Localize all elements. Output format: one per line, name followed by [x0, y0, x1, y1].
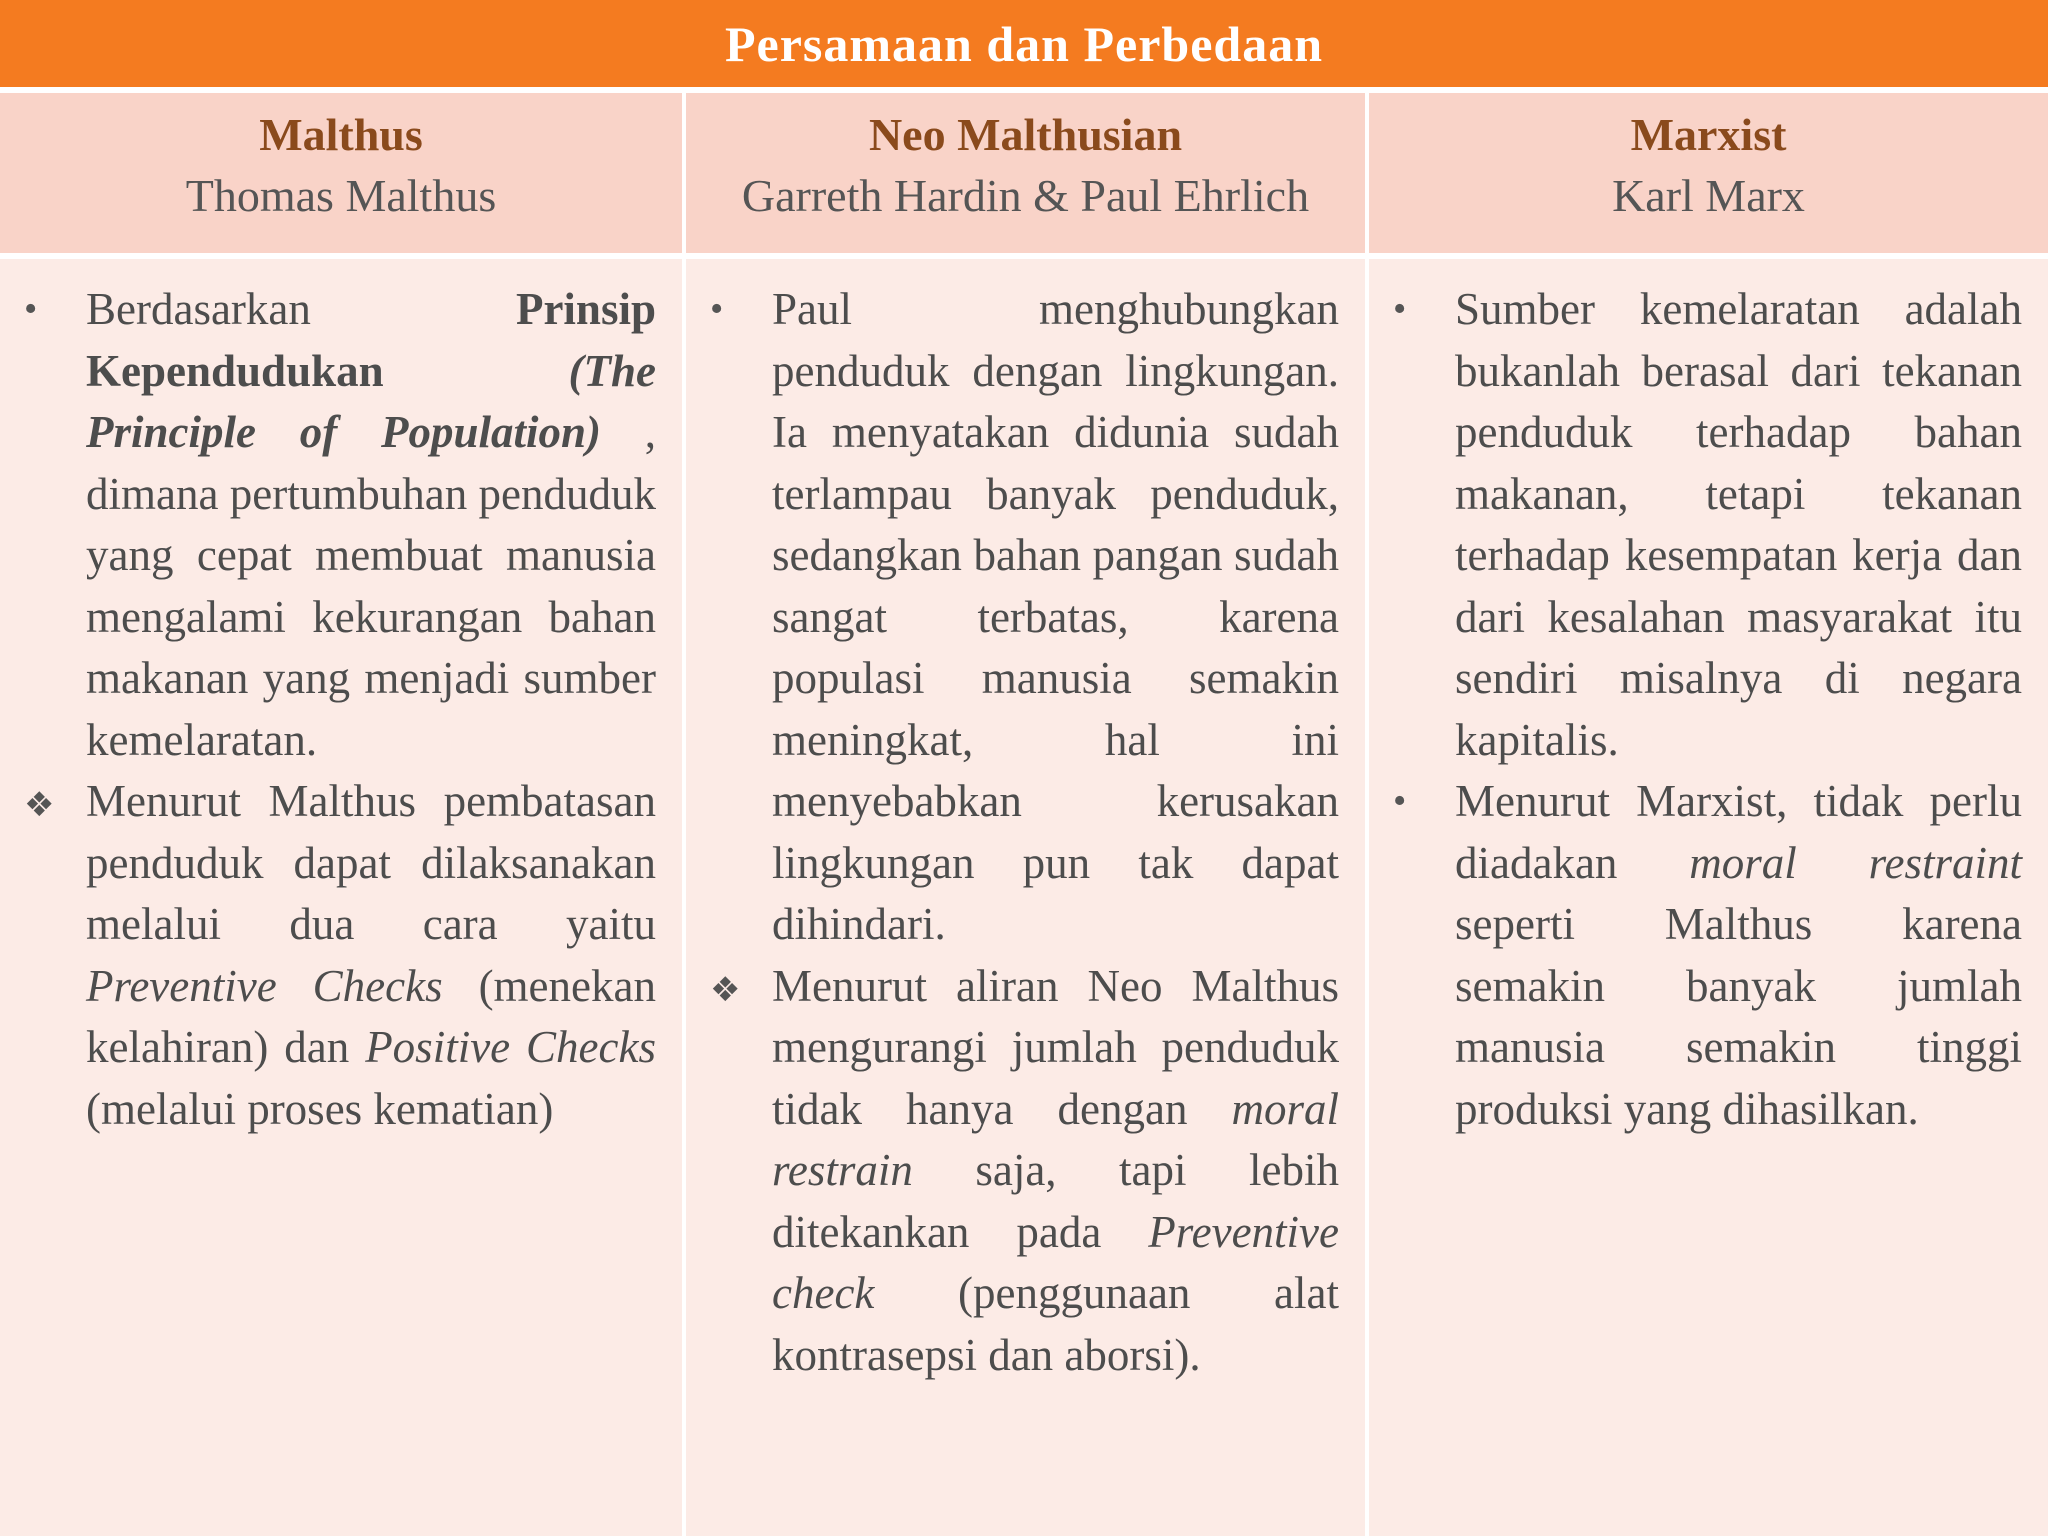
column-heading: Marxist — [1630, 109, 1787, 160]
column-header-marxist — [1369, 93, 2048, 253]
item-text: Berdasarkan — [86, 284, 516, 334]
item-text-italic: moral restraint — [1689, 837, 2022, 888]
item-text: , dimana pertumbuhan penduduk yang cepat membuat manusia mengalami kekurangan bahan makanan yang menjadi sumber kemelaratan. — [86, 407, 656, 765]
column-body-malthus — [0, 259, 682, 1536]
column-header-neo-malthusian — [686, 93, 1365, 253]
column-subheading: Thomas Malthus — [185, 170, 497, 221]
bullet-icon: • — [1393, 780, 1407, 822]
item-text-italic: Preventive Checks — [86, 960, 443, 1011]
bullet-icon: • — [710, 288, 724, 330]
column-body-marxist — [1369, 259, 2048, 1536]
diamond-bullet-icon: ❖ — [24, 785, 55, 825]
item-text: Paul menghubungkan penduduk dengan lingkungan. Ia menyatakan didunia sudah terlampau banyak penduduk, sedangkan bahan pangan sudah sangat terbatas, karena populasi manusia semakin meningkat, hal ini menyebabkan kerusakan lingkungan pun tak dapat dihindari. — [772, 284, 1339, 949]
list-item — [0, 771, 682, 1140]
item-text-italic: Preventive check — [772, 1206, 1339, 1318]
item-text: Menurut Marxist, tidak perlu diadakan — [1455, 776, 2022, 888]
list-item — [0, 279, 682, 771]
item-text: Menurut aliran Neo Malthus mengurangi jumlah penduduk tidak hanya dengan — [772, 960, 1339, 1134]
item-text: (menekan kelahiran) dan — [86, 960, 656, 1072]
diamond-bullet-icon: ❖ — [710, 969, 741, 1010]
list-item — [1369, 279, 2048, 771]
column-subheading: Garreth Hardin & Paul Ehrlich — [741, 170, 1310, 221]
item-text: Menurut Malthus pembatasan penduduk dapat dilaksanakan melalui dua cara yaitu — [86, 776, 656, 949]
column-subheading: Karl Marx — [1612, 170, 1805, 221]
item-text-italic: Positive Checks — [365, 1022, 656, 1072]
column-heading: Neo Malthusian — [868, 109, 1183, 160]
item-text-italic: moral restrain — [772, 1083, 1339, 1195]
item-text: saja, tapi lebih ditekankan pada — [772, 1145, 1339, 1257]
list-item — [1369, 771, 2048, 1140]
item-text: Sumber kemelaratan adalah bukanlah berasal dari tekanan penduduk terhadap bahan makanan, tetapi tekanan terhadap kesempatan kerja dan dari kesalahan masyarakat itu sendiri misalnya di negara kapitalis. — [1455, 284, 2022, 765]
bullet-icon: • — [1393, 288, 1407, 330]
item-text-bold-italic: (The Principle of Population) — [86, 345, 656, 457]
column-header-malthus — [0, 93, 682, 253]
column-body-neo-malthusian — [686, 259, 1365, 1536]
list-item — [686, 279, 1365, 956]
item-text: (melalui proses kematian) — [86, 1083, 554, 1134]
item-text-bold: Prinsip Kependudukan — [86, 284, 656, 396]
item-text: (penggunaan alat kontrasepsi dan aborsi). — [772, 1268, 1339, 1380]
item-text: seperti Malthus karena semakin banyak jumlah manusia semakin tinggi produksi yang dihasilkan. — [1455, 899, 2022, 1134]
table-title: Persamaan dan Perbedaan — [0, 0, 2048, 87]
bullet-icon: • — [24, 288, 38, 330]
item-text — [384, 346, 569, 396]
list-item — [686, 956, 1365, 1387]
column-heading: Malthus — [259, 109, 423, 160]
